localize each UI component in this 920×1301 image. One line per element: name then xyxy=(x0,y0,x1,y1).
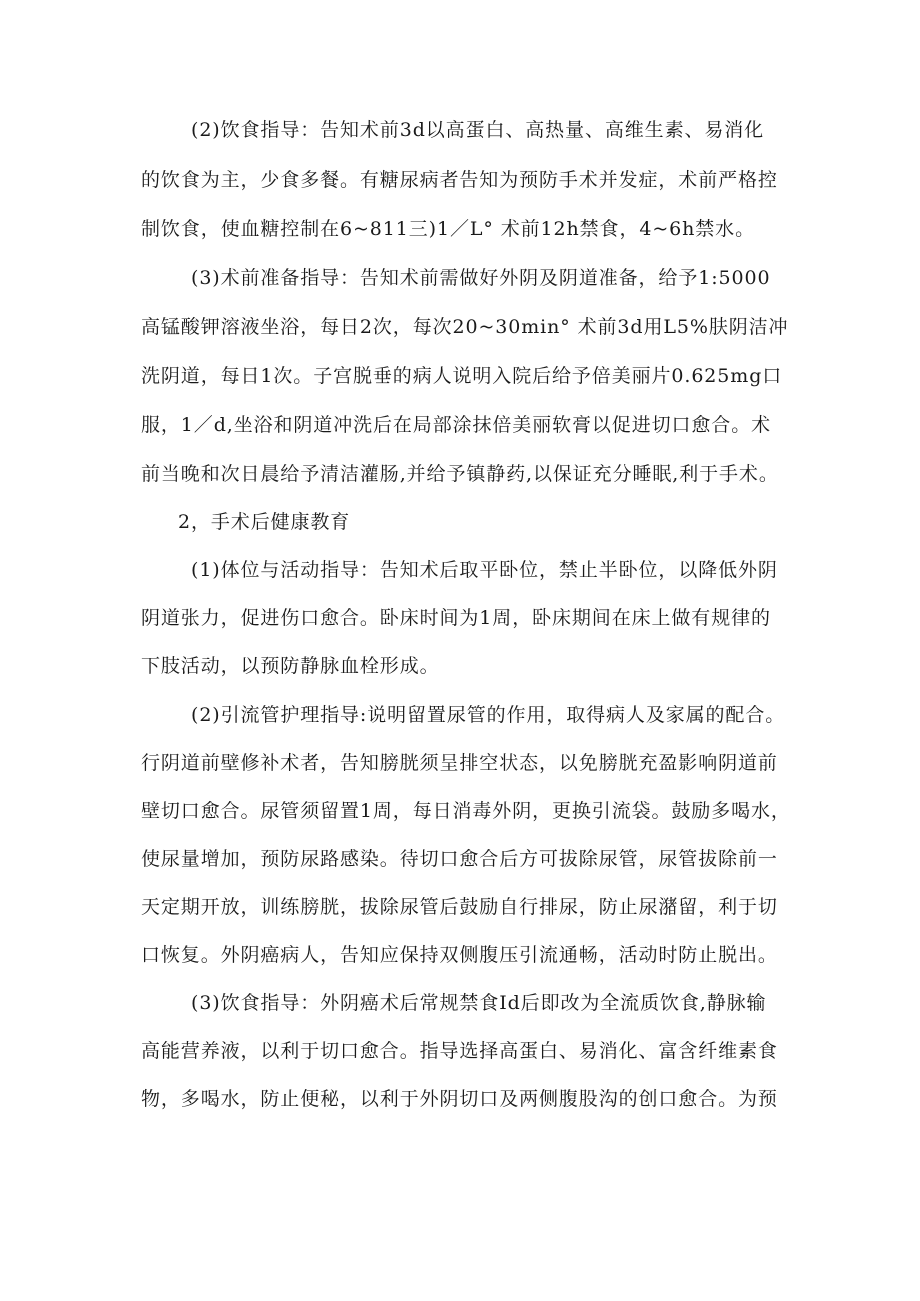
paragraph-line: 行阴道前壁修补术者，告知膀胱须呈排空状态，以免膀胱充盈影响阴道前 xyxy=(141,752,778,774)
paragraph-line: (3)饮食指导：外阴癌术后常规禁食Id后即改为全流质饮食,静脉输 xyxy=(191,992,767,1014)
section-heading: 2，手术后健康教育 xyxy=(178,511,351,533)
paragraph-line: 物，多喝水，防止便秘，以利于外阴切口及两侧腹股沟的创口愈合。为预 xyxy=(141,1088,778,1110)
paragraph-line: 下肢活动，以预防静脉血栓形成。 xyxy=(141,655,440,677)
paragraph-line: 的饮食为主，少食多餐。有糖尿病者告知为预防手术并发症，术前严格控 xyxy=(141,169,778,191)
paragraph-line: 使尿量增加，预防尿路感染。待切口愈合后方可拔除尿管，尿管拔除前一 xyxy=(141,848,778,870)
paragraph-line: 前当晚和次日晨给予清洁灌肠,并给予镇静药,以保证充分睡眠,利于手术。 xyxy=(141,463,779,485)
paragraph-line: 天定期开放，训练膀胱，拔除尿管后鼓励自行排尿，防止尿潴留，利于切 xyxy=(141,896,778,918)
paragraph-line: (1)体位与活动指导：告知术后取平卧位，禁止半卧位，以降低外阴 xyxy=(191,559,778,581)
paragraph-line: 口恢复。外阴癌病人，告知应保持双侧腹压引流通畅，活动时防止脱出。 xyxy=(141,944,778,966)
paragraph-line: 壁切口愈合。尿管须留置1周，每日消毒外阴，更换引流袋。鼓励多喝水， xyxy=(141,800,791,822)
paragraph-line: 阴道张力，促进伤口愈合。卧床时间为1周，卧床期间在床上做有规律的 xyxy=(141,607,771,629)
paragraph-line: 洗阴道，每日1次。子宫脱垂的病人说明入院后给予倍美丽片0.625mg口 xyxy=(141,365,783,387)
paragraph-line: 制饮食，使血糖控制在6~811三)1／L° 术前12h禁食，4~6h禁水。 xyxy=(141,218,755,240)
paragraph-line: (2)饮食指导：告知术前3d以高蛋白、高热量、高维生素、易消化 xyxy=(191,119,765,141)
paragraph-line: 高能营养液，以利于切口愈合。指导选择高蛋白、易消化、富含纤维素食 xyxy=(141,1040,778,1062)
paragraph-line: (3)术前准备指导：告知术前需做好外阴及阴道准备，给予1:5000 xyxy=(191,267,771,289)
paragraph-line: 服，1／d,坐浴和阴道冲洗后在局部涂抹倍美丽软膏以促进切口愈合。术 xyxy=(141,414,771,436)
paragraph-line: 高锰酸钾溶液坐浴，每日2次，每次20~30min° 术前3d用L5%肤阴洁冲 xyxy=(141,316,789,338)
paragraph-line: (2)引流管护理指导:说明留置尿管的作用，取得病人及家属的配合。 xyxy=(191,704,786,726)
